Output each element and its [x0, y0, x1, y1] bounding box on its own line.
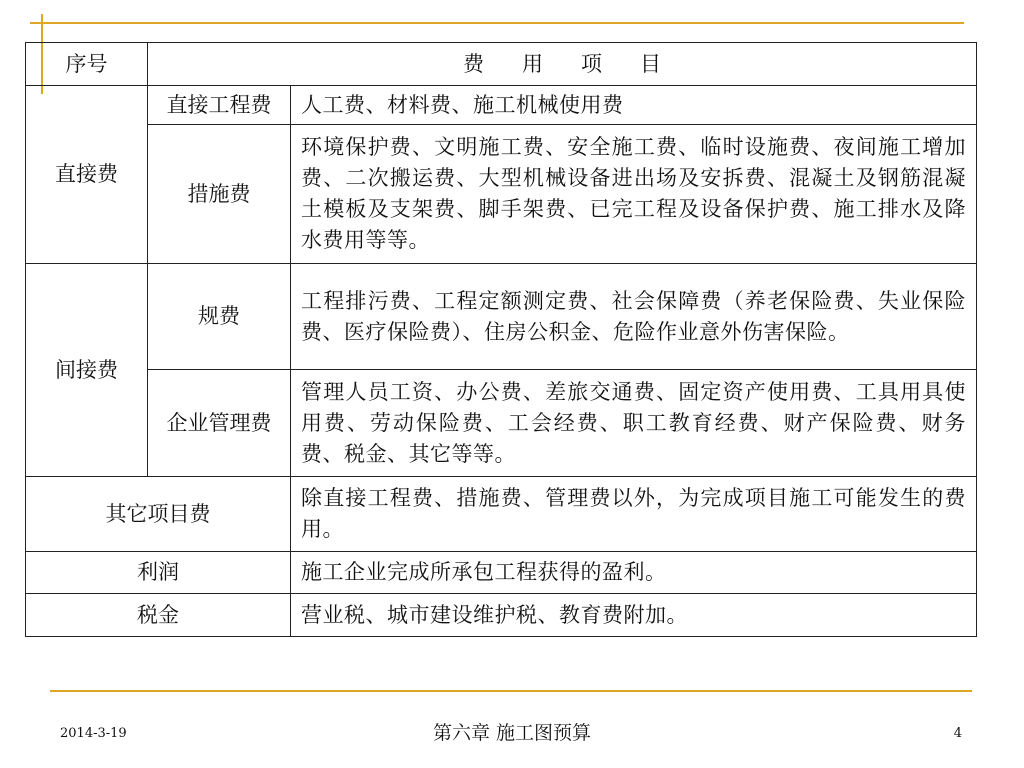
- footer-date: 2014-3-19: [60, 726, 127, 741]
- table-row: [26, 370, 977, 477]
- regulatory-fee-label: 规费: [148, 264, 291, 370]
- tax-label: 税金: [26, 594, 291, 637]
- table-header-row: [26, 43, 977, 86]
- table-row: [26, 477, 977, 552]
- profit-desc: 施工企业完成所承包工程获得的盈利。: [291, 552, 977, 594]
- top-accent-line: [30, 22, 964, 24]
- header-items: 费用项目: [148, 43, 977, 86]
- indirect-fee-label: 间接费: [26, 264, 148, 477]
- table-row: [26, 86, 977, 125]
- regulatory-fee-desc: 工程排污费、工程定额测定费、社会保障费（养老保险费、失业保险费、医疗保险费）、住房公积金、危险作业意外伤害保险。: [291, 264, 977, 370]
- page-number: 4: [953, 726, 962, 741]
- direct-engineering-fee-label: 直接工程费: [148, 86, 291, 125]
- profit-label: 利润: [26, 552, 291, 594]
- direct-fee-label: 直接费: [26, 86, 148, 264]
- table-row: [26, 594, 977, 637]
- management-fee-desc: 管理人员工资、办公费、差旅交通费、固定资产使用费、工具用具使用费、劳动保险费、工会经费、职工教育经费、财产保险费、财务费、税金、其它等等。: [291, 370, 977, 477]
- other-fee-label: 其它项目费: [26, 477, 291, 552]
- measure-fee-desc: 环境保护费、文明施工费、安全施工费、临时设施费、夜间施工增加费、二次搬运费、大型机械设备进出场及安拆费、混凝土及钢筋混凝土模板及支架费、脚手架费、已完工程及设备保护费、施工排水及降水费用等等。: [291, 125, 977, 264]
- table-row: [26, 125, 977, 264]
- direct-engineering-fee-desc: 人工费、材料费、施工机械使用费: [291, 86, 977, 125]
- measure-fee-label: 措施费: [148, 125, 291, 264]
- header-seq: 序号: [26, 43, 148, 86]
- fee-table: [25, 42, 977, 637]
- table-row: [26, 264, 977, 370]
- tax-desc: 营业税、城市建设维护税、教育费附加。: [291, 594, 977, 637]
- footer-title: 第六章 施工图预算: [432, 722, 592, 744]
- bottom-accent-line: [50, 690, 972, 692]
- other-fee-desc: 除直接工程费、措施费、管理费以外，为完成项目施工可能发生的费用。: [291, 477, 977, 552]
- management-fee-label: 企业管理费: [148, 370, 291, 477]
- table-row: [26, 552, 977, 594]
